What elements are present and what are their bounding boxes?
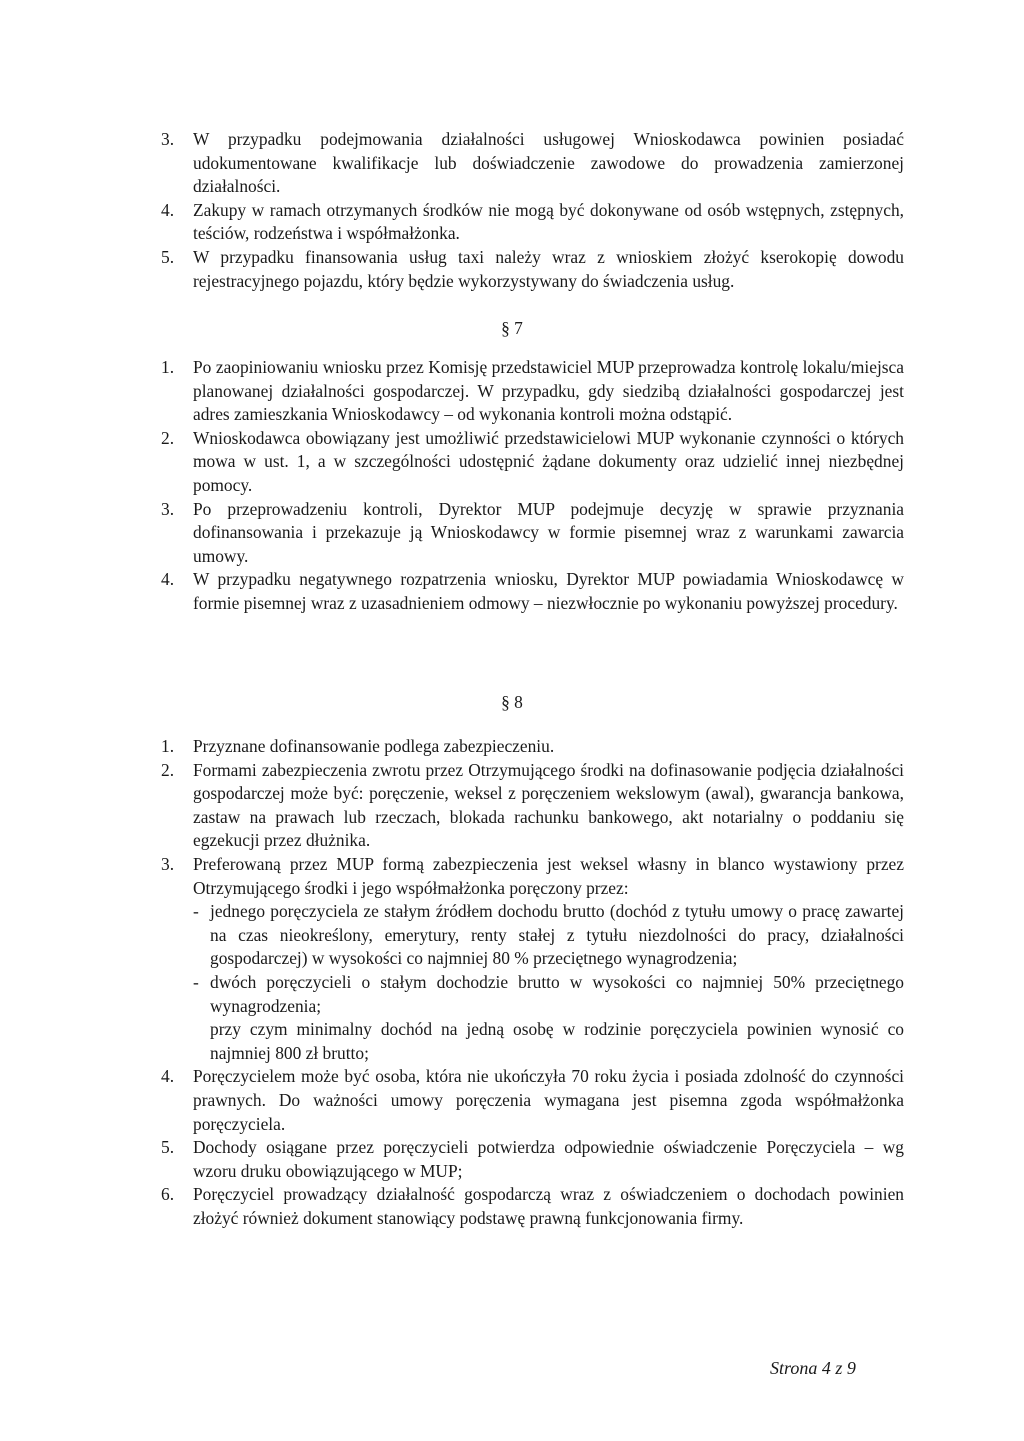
item-number: 2. [161, 427, 175, 448]
section-8-list [150, 735, 904, 1230]
item-number: 4. [161, 199, 175, 220]
section-8-heading: § 8 [501, 692, 523, 712]
item-number: 4. [161, 1066, 175, 1087]
page-number: Strona 4 z 9 [770, 1358, 856, 1378]
item-number: 4. [161, 569, 175, 590]
item-text: Przyznane dofinansowanie podlega zabezpieczeniu. [193, 736, 555, 756]
item-text: Preferowaną przez MUP formą zabezpieczenia jest weksel własny in blanco wystawiony przez Otrzymującego środki i jego współmałżonka poręczony przez: [193, 853, 904, 898]
list-item [150, 1183, 904, 1230]
dash-marker: - [193, 971, 199, 992]
item-text: Poręczycielem może być osoba, która nie ukończyła 70 roku życia i posiada zdolność do czynności prawnych. Do ważności umowy poręczenia wymagana jest pisemna zgoda współmałżonka poręczyciela. [193, 1066, 904, 1134]
section-7-heading: § 7 [501, 318, 523, 338]
item-number: 2. [161, 759, 175, 780]
list-item [150, 1065, 904, 1136]
sub-item-text: jednego poręczyciela ze stałym źródłem dochodu brutto (dochód z tytułu umowy o pracę zawartej na czas nieokreślony, emerytury, renty stałej z tytułu niezdolności do pracy, działalności gospodarczej) w wysokości co najmniej 80 % przeciętnego wynagrodzenia; [210, 901, 904, 969]
list-item [150, 356, 904, 427]
sub-item-note: przy czym minimalny dochód na jedną osobę w rodzinie poręczyciela powinien wynosić co najmniej 800 zł brutto; [210, 1019, 904, 1063]
item-number: 3. [161, 853, 175, 874]
item-text: Zakupy w ramach otrzymanych środków nie mogą być dokonywane od osób wstępnych, zstępnych, teściów, rodzeństwa i współmałżonka. [193, 199, 904, 244]
list-item [150, 759, 904, 853]
item-text: W przypadku finansowania usług taxi należy wraz z wnioskiem złożyć kserokopię dowodu rejestracyjnego pojazdu, który będzie wykorzystywany do świadczenia usług. [193, 246, 904, 291]
item-text: Po przeprowadzeniu kontroli, Dyrektor MUP podejmuje decyzję w sprawie przyznania dofinansowania i przekazuje ją Wnioskodawcy w formie pisemnej wraz z warunkami zawarcia umowy. [193, 498, 904, 566]
item-number: 1. [161, 736, 175, 756]
item-text: Wnioskodawca obowiązany jest umożliwić przedstawicielowi MUP wykonanie czynności o których mowa w ust. 1, a w szczególności udostępnić żądane dokumenty oraz udzielić innej niezbędnej pomocy. [193, 427, 904, 495]
list-item [150, 246, 904, 293]
item-text: Dochody osiągane przez poręczycieli potwierdza odpowiednie oświadczenie Poręczyciela – wg wzoru druku obowiązującego w MUP; [193, 1137, 904, 1181]
sub-item-text: dwóch poręczycieli o stałym dochodzie brutto w wysokości co najmniej 50% przeciętnego wynagrodzenia; [210, 971, 904, 1016]
item-number: 1. [161, 357, 175, 377]
list-top [150, 128, 904, 293]
sub-list-item [193, 971, 904, 1018]
list-item [150, 128, 904, 199]
list-item [150, 568, 904, 615]
item-text: Formami zabezpieczenia zwrotu przez Otrzymującego środki na dofinasowanie podjęcia działalności gospodarczej może być: poręczenie, weksel z poręczeniem wekslowym (awal), gwarancja bankowa, zastaw na prawach lub rzeczach, blokada rachunku bankowego, akt notarialny o poddaniu się egzekucji przez dłużnika. [193, 759, 904, 851]
item-number: 5. [161, 1137, 175, 1158]
dash-marker: - [193, 901, 199, 922]
list-item [150, 199, 904, 246]
item-number: 6. [161, 1184, 175, 1205]
list-item [150, 498, 904, 569]
item-number: 3. [161, 498, 175, 519]
list-item [150, 853, 904, 1065]
list-item [150, 427, 904, 498]
item-text: W przypadku podejmowania działalności usługowej Wnioskodawca powinien posiadać udokumentowane kwalifikacje lub doświadczenie zawodowe do prowadzenia zamierzonej działalności. [193, 129, 904, 197]
item-number: 3. [161, 129, 175, 149]
list-item [150, 735, 904, 759]
item-text: Po zaopiniowaniu wniosku przez Komisję przedstawiciel MUP przeprowadza kontrolę lokalu/miejsca planowanej działalności gospodarczej. W przypadku, gdy siedzibą działalności gospodarczej jest adres zamieszkania Wnioskodawcy – od wykonania kontroli można odstąpić. [193, 357, 904, 425]
item-number: 5. [161, 246, 175, 267]
item-text: W przypadku negatywnego rozpatrzenia wniosku, Dyrektor MUP powiadamia Wnioskodawcę w formie pisemnej wraz z uzasadnieniem odmowy – niezwłocznie po wykonaniu powyższej procedury. [193, 569, 904, 613]
list-item [150, 1136, 904, 1183]
section-7-list [150, 356, 904, 616]
sub-list-item [193, 900, 904, 971]
item-text: Poręczyciel prowadzący działalność gospodarczą wraz z oświadczeniem o dochodach powinien złożyć również dokument stanowiący podstawę prawną funkcjonowania firmy. [193, 1184, 904, 1228]
